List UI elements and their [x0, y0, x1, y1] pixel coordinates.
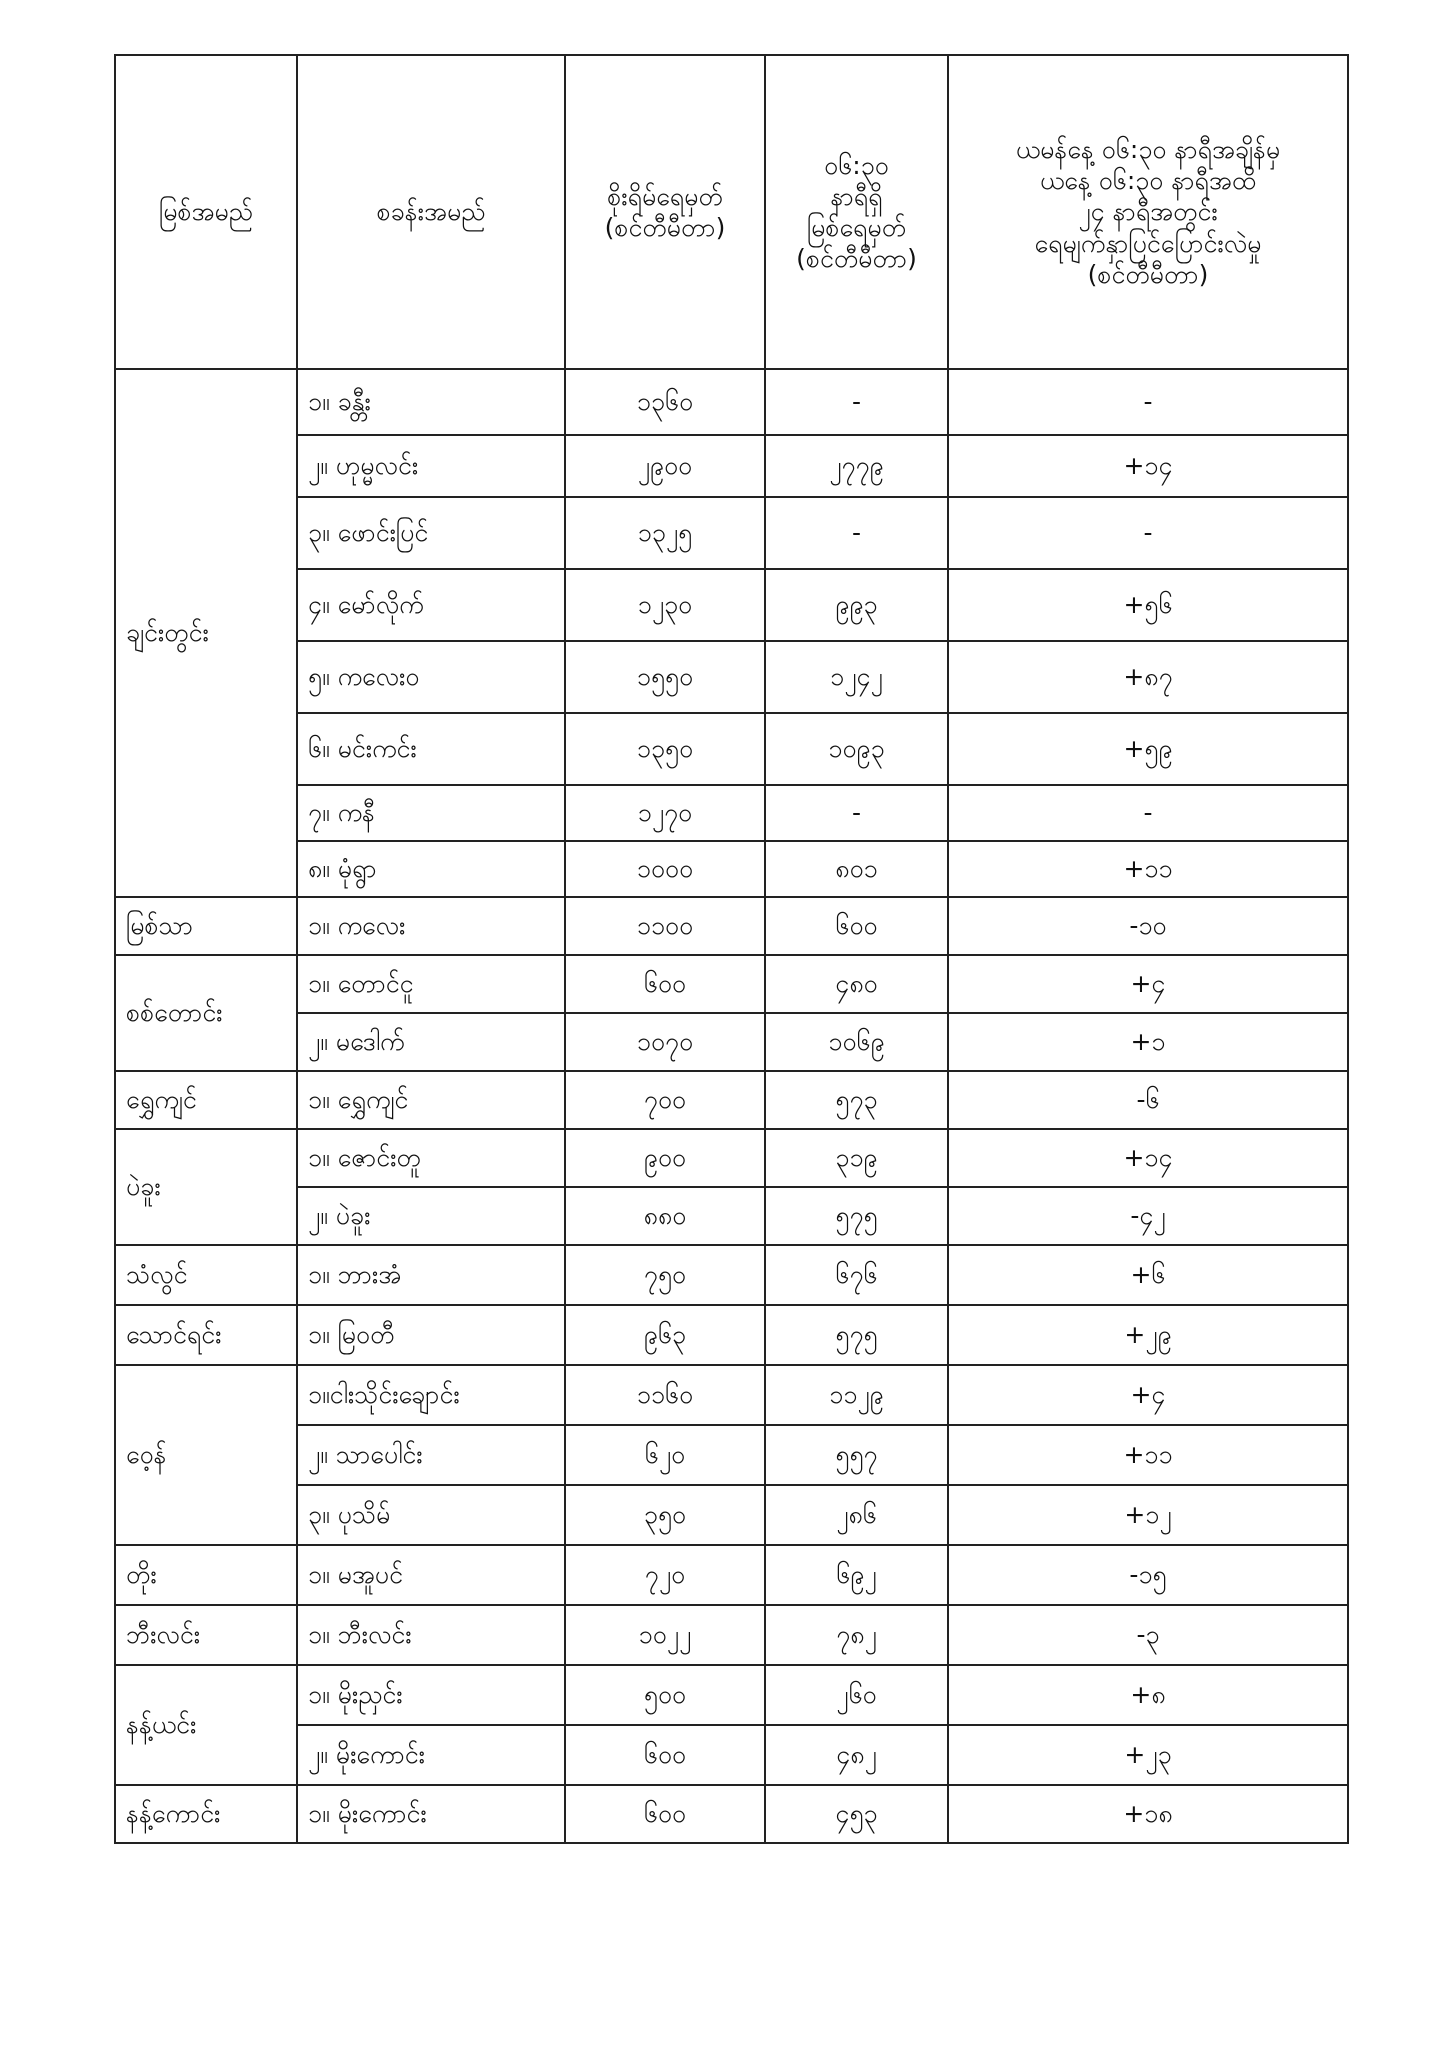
river-name-cell: ဘီးလင်း [115, 1605, 297, 1665]
river-name-cell: သံလွင် [115, 1245, 297, 1305]
station-name-cell: ၄။ မော်လိုက် [297, 569, 565, 641]
table-row [115, 1129, 1348, 1187]
table-row [115, 785, 1348, 841]
danger-level-cell: ၁၅၅၀ [565, 641, 765, 713]
station-name-cell: ၆။ မင်းကင်း [297, 713, 565, 785]
current-level-cell: ၅၅၇ [765, 1425, 948, 1485]
level-change-cell: - [948, 497, 1348, 569]
current-level-cell: ၅၇၃ [765, 1071, 948, 1129]
table-row [115, 897, 1348, 955]
station-name-cell: ၁။ငါးသိုင်းချောင်း [297, 1365, 565, 1425]
level-change-cell: +၁၄ [948, 1129, 1348, 1187]
level-change-cell: - [948, 369, 1348, 435]
danger-level-cell: ၁၂၇၀ [565, 785, 765, 841]
danger-level-cell: ၆၀၀ [565, 1785, 765, 1843]
table-row [115, 841, 1348, 897]
station-name-cell: ၃။ ဖောင်းပြင် [297, 497, 565, 569]
current-level-cell: - [765, 785, 948, 841]
table-row [115, 1425, 1348, 1485]
level-change-cell: +၁၁ [948, 1425, 1348, 1485]
current-level-cell: ၂၆၀ [765, 1665, 948, 1725]
station-name-cell: ၁။ မိုးညှင်း [297, 1665, 565, 1725]
header-change-line: ယမန်နေ့ ၀၆:၃၀ နာရီအချိန်မှ [1015, 134, 1281, 164]
danger-level-cell: ၈၈၀ [565, 1187, 765, 1245]
current-level-cell: ၆၉၂ [765, 1545, 948, 1605]
current-level-cell: ၁၀၆၉ [765, 1013, 948, 1071]
level-change-cell: +၂၃ [948, 1725, 1348, 1785]
station-name-cell: ၁။ ကလေး [297, 897, 565, 955]
header-row [115, 55, 1348, 369]
level-change-cell: +၆ [948, 1245, 1348, 1305]
level-change-cell: +၅၉ [948, 713, 1348, 785]
header-change-line: ရေမျက်နှာပြင်ပြောင်းလဲမှု [1034, 228, 1262, 258]
station-name-cell: ၂။ သာပေါင်း [297, 1425, 565, 1485]
station-name-cell: ၁။ ဘားအံ [297, 1245, 565, 1305]
danger-level-cell: ၆၀၀ [565, 955, 765, 1013]
header-change-line: ယနေ့ ၀၆:၃၀ နာရီအထိ [1039, 166, 1257, 196]
table-body [115, 369, 1348, 1843]
current-level-cell: ၆၇၆ [765, 1245, 948, 1305]
table-row [115, 569, 1348, 641]
station-name-cell: ၂။ ပဲခူး [297, 1187, 565, 1245]
current-level-cell: ၃၁၉ [765, 1129, 948, 1187]
table-row [115, 1013, 1348, 1071]
level-change-cell: - [948, 785, 1348, 841]
table-row [115, 713, 1348, 785]
station-name-cell: ၅။ ကလေးဝ [297, 641, 565, 713]
table-row [115, 1365, 1348, 1425]
river-name-cell: နန့်ယင်း [115, 1665, 297, 1785]
danger-level-cell: ၉၀၀ [565, 1129, 765, 1187]
header-station-label: စခန်းအမည် [376, 197, 486, 227]
station-name-cell: ၁။ ဇောင်းတူ [297, 1129, 565, 1187]
table-row [115, 1665, 1348, 1725]
level-change-cell: +၁၁ [948, 841, 1348, 897]
river-name-cell: တိုး [115, 1545, 297, 1605]
level-change-cell: +၁၄ [948, 435, 1348, 497]
river-name-cell: ပဲခူး [115, 1129, 297, 1245]
river-name-cell: မြစ်သာ [115, 897, 297, 955]
header-danger-unit: (စင်တီမီတာ) [604, 213, 726, 242]
station-name-cell: ၇။ ကနီ [297, 785, 565, 841]
danger-level-cell: ၉၆၃ [565, 1305, 765, 1365]
danger-level-cell: ၅၀၀ [565, 1665, 765, 1725]
station-name-cell: ၂။ ဟုမ္မလင်း [297, 435, 565, 497]
table-row [115, 1485, 1348, 1545]
table-header [115, 55, 1348, 369]
level-change-cell: +၈၇ [948, 641, 1348, 713]
danger-level-cell: ၆၀၀ [565, 1725, 765, 1785]
level-change-cell: +၄ [948, 955, 1348, 1013]
danger-level-cell: ၃၅၀ [565, 1485, 765, 1545]
current-level-cell: ၄၈၂ [765, 1725, 948, 1785]
station-name-cell: ၂။ မိုးကောင်း [297, 1725, 565, 1785]
header-level-line: နာရီရှိ [830, 181, 883, 211]
header-level-unit: (စင်တီမီတာ) [796, 244, 917, 274]
header-change-unit: (စင်တီမီတာ) [1087, 259, 1209, 289]
level-change-cell: +၈ [948, 1665, 1348, 1725]
station-name-cell: ၁။ ခန္တီး [297, 369, 565, 435]
current-level-cell: ၅၇၅ [765, 1187, 948, 1245]
table-row [115, 369, 1348, 435]
river-name-cell: နန့်ကောင်း [115, 1785, 297, 1843]
current-level-cell: - [765, 369, 948, 435]
danger-level-cell: ၁၀၀၀ [565, 841, 765, 897]
header-river [115, 55, 297, 369]
level-change-cell: +၁၂ [948, 1485, 1348, 1545]
level-change-cell: +၁ [948, 1013, 1348, 1071]
table-row [115, 1725, 1348, 1785]
table-row [115, 1305, 1348, 1365]
danger-level-cell: ၇၅၀ [565, 1245, 765, 1305]
table-row [115, 641, 1348, 713]
table-row [115, 1785, 1348, 1843]
current-level-cell: - [765, 497, 948, 569]
header-danger-line: စိုးရိမ်ရေမှတ် [607, 181, 723, 211]
current-level-cell: ၄၈၀ [765, 955, 948, 1013]
river-name-cell: စစ်တောင်း [115, 955, 297, 1071]
current-level-cell: ၉၉၃ [765, 569, 948, 641]
table-row [115, 1187, 1348, 1245]
header-river-label: မြစ်အမည် [159, 197, 253, 227]
header-level-line: ၀၆:၃၀ [824, 150, 889, 180]
current-level-cell: ၆၀၀ [765, 897, 948, 955]
danger-level-cell: ၁၀၇၀ [565, 1013, 765, 1071]
table-row [115, 1245, 1348, 1305]
header-danger-level [565, 55, 765, 369]
river-name-cell: ဝေ့န် [115, 1365, 297, 1545]
header-current-level [765, 55, 948, 369]
current-level-cell: ၁၀၉၃ [765, 713, 948, 785]
danger-level-cell: ၆၂၀ [565, 1425, 765, 1485]
station-name-cell: ၃။ ပုသိမ် [297, 1485, 565, 1545]
danger-level-cell: ၂၉၀၀ [565, 435, 765, 497]
danger-level-cell: ၁၁၀၀ [565, 897, 765, 955]
water-level-table [114, 54, 1349, 1844]
level-change-cell: -၃ [948, 1605, 1348, 1665]
header-24h-change [948, 55, 1348, 369]
header-station [297, 55, 565, 369]
current-level-cell: ၁၂၄၂ [765, 641, 948, 713]
river-name-cell: ရွှေကျင် [115, 1071, 297, 1129]
level-change-cell: -၁၅ [948, 1545, 1348, 1605]
river-name-cell: ချင်းတွင်း [115, 369, 297, 897]
current-level-cell: ၇၈၂ [765, 1605, 948, 1665]
current-level-cell: ၄၅၃ [765, 1785, 948, 1843]
danger-level-cell: ၇၀၀ [565, 1071, 765, 1129]
station-name-cell: ၁။ မိုးကောင်း [297, 1785, 565, 1843]
station-name-cell: ၁။ တောင်ငူ [297, 955, 565, 1013]
level-change-cell: -၁၀ [948, 897, 1348, 955]
current-level-cell: ၂၇၇၉ [765, 435, 948, 497]
level-change-cell: +၁၈ [948, 1785, 1348, 1843]
table-row [115, 435, 1348, 497]
station-name-cell: ၁။ ရွှေကျင် [297, 1071, 565, 1129]
danger-level-cell: ၁၁၆၀ [565, 1365, 765, 1425]
danger-level-cell: ၁၃၅၀ [565, 713, 765, 785]
station-name-cell: ၁။ မအူပင် [297, 1545, 565, 1605]
table-row [115, 497, 1348, 569]
danger-level-cell: ၁၃၆၀ [565, 369, 765, 435]
level-change-cell: +၄ [948, 1365, 1348, 1425]
danger-level-cell: ၁၃၂၅ [565, 497, 765, 569]
station-name-cell: ၂။ မဒေါက် [297, 1013, 565, 1071]
header-change-line: ၂၄ နာရီအတွင်း [1078, 197, 1218, 227]
current-level-cell: ၂၈၆ [765, 1485, 948, 1545]
station-name-cell: ၁။ မြဝတီ [297, 1305, 565, 1365]
table-row [115, 1605, 1348, 1665]
current-level-cell: ၈၀၁ [765, 841, 948, 897]
level-change-cell: -၆ [948, 1071, 1348, 1129]
danger-level-cell: ၁၀၂၂ [565, 1605, 765, 1665]
table-row [115, 1545, 1348, 1605]
level-change-cell: -၄၂ [948, 1187, 1348, 1245]
table-row [115, 1071, 1348, 1129]
river-name-cell: သောင်ရင်း [115, 1305, 297, 1365]
danger-level-cell: ၇၂၀ [565, 1545, 765, 1605]
table-row [115, 955, 1348, 1013]
current-level-cell: ၅၇၅ [765, 1305, 948, 1365]
station-name-cell: ၁။ ဘီးလင်း [297, 1605, 565, 1665]
level-change-cell: +၂၉ [948, 1305, 1348, 1365]
header-level-line: မြစ်ရေမှတ် [806, 213, 907, 242]
danger-level-cell: ၁၂၃၀ [565, 569, 765, 641]
current-level-cell: ၁၁၂၉ [765, 1365, 948, 1425]
station-name-cell: ၈။ မုံရွာ [297, 841, 565, 897]
level-change-cell: +၅၆ [948, 569, 1348, 641]
